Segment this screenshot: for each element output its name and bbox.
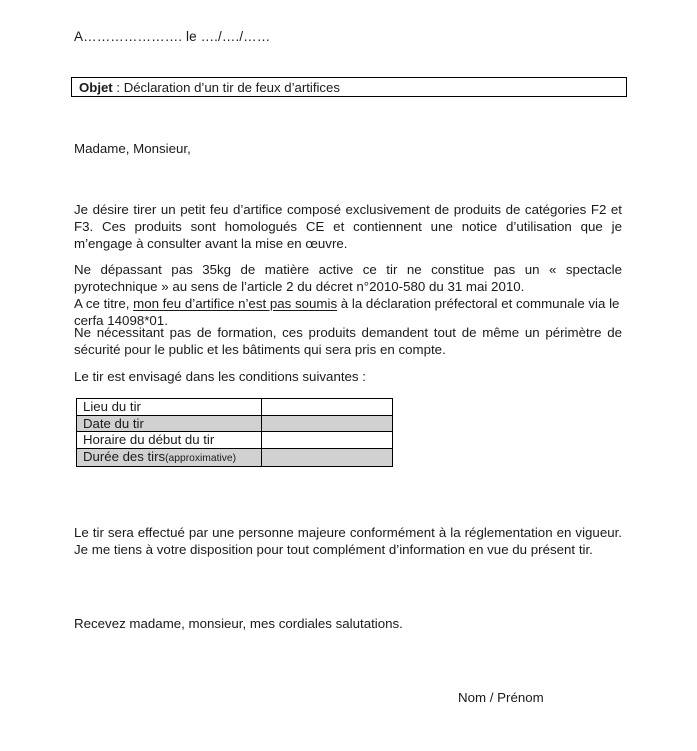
table-row <box>77 399 393 416</box>
table-row <box>77 448 393 466</box>
subject-box <box>71 77 627 97</box>
conditions-table-body <box>77 399 393 467</box>
table-row-label <box>77 448 262 466</box>
exemption-suffix: à la déclaration préfectoral et communale via le cerfa 14098*01. <box>74 296 620 329</box>
conditions-table <box>76 398 393 467</box>
exemption-prefix: A ce titre, <box>74 296 134 311</box>
place-and-date-line: A…………………. le …./…./…… <box>74 29 271 44</box>
table-row <box>77 415 393 432</box>
table-row-value[interactable] <box>262 399 393 416</box>
table-row-value[interactable] <box>262 432 393 449</box>
table-intro <box>74 368 622 385</box>
paragraph-regards <box>74 615 622 632</box>
paragraph-safety-text: Ne nécessitant pas de formation, ces produits demandent tout de même un périmètre de sécurité pour le public et les bâtiments qui sera pris en compte. <box>74 325 622 358</box>
subject-separator: : <box>112 79 124 95</box>
salutation-text: Madame, Monsieur, <box>74 141 191 156</box>
paragraph-products-text: Je désire tirer un petit feu d’artifice composé exclusivement de produits de catégories F2 et F3. Ces produits sont homologués CE et contiennent une notice d’utilisation que je m’engage à consulter avant la mise en œuvre. <box>74 202 622 252</box>
paragraph-closing-text: Le tir sera effectué par une personne majeure conformément à la réglementation en vigueur. Je me tiens à votre disposition pour tout complément d’information en vue du présent tir. <box>74 525 622 558</box>
table-row-value[interactable] <box>262 415 393 432</box>
table-row-label-text: Lieu du tir <box>83 399 141 415</box>
paragraph-decree-text: Ne dépassant pas 35kg de matière active ce tir ne constitue pas un « spectacle pyrotechnique » au sens de l’article 2 du décret n°2010-580 du 31 mai 2010. <box>74 262 622 295</box>
paragraph-closing <box>74 524 622 558</box>
table-row-label <box>77 432 262 449</box>
subject-line <box>79 80 340 95</box>
table-row-label-text: Horaire du début du tir <box>83 432 215 448</box>
table-intro-text: Le tir est envisagé dans les conditions suivantes : <box>74 369 366 384</box>
table-row <box>77 432 393 449</box>
paragraph-regards-text: Recevez madame, monsieur, mes cordiales salutations. <box>74 616 403 631</box>
paragraph-safety <box>74 324 622 358</box>
salutation <box>74 140 622 157</box>
table-row-label-text: Durée des tirs <box>83 448 166 464</box>
subject-label: Objet <box>79 79 113 95</box>
paragraph-decree <box>74 261 622 295</box>
exemption-emphasis: mon feu d’artifice n’est pas soumis <box>133 296 338 311</box>
table-row-label <box>77 399 262 416</box>
signature-name-line: Nom / Prénom <box>458 690 544 705</box>
table-row-label-text: Date du tir <box>83 415 144 431</box>
table-row-value[interactable] <box>262 448 393 466</box>
table-row-label <box>77 415 262 432</box>
subject-value: Déclaration d’un tir de feux d’artifices <box>123 79 340 95</box>
table-row-label-note: (approximative) <box>165 452 237 464</box>
paragraph-products <box>74 201 622 253</box>
